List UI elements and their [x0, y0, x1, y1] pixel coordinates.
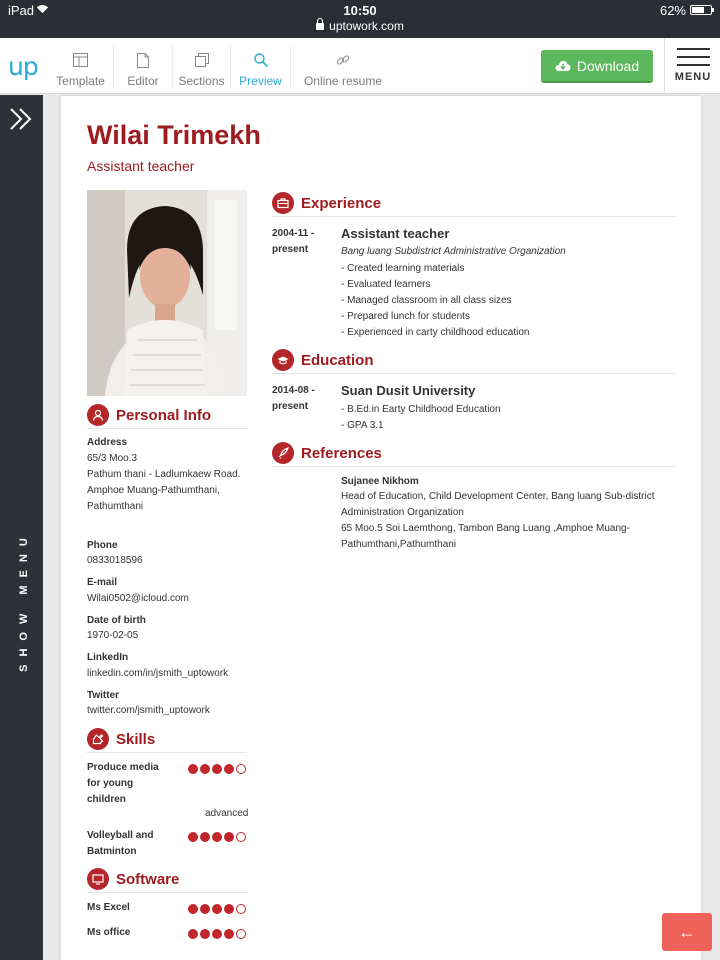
- software-rating: [188, 904, 246, 914]
- status-bar: [0, 0, 720, 38]
- reference-line: Administration Organization: [341, 507, 464, 518]
- rating-dot-empty: [236, 832, 246, 842]
- rating-dot-filled: [224, 832, 234, 842]
- profile-photo: [87, 190, 247, 396]
- magnifier-icon: [231, 50, 290, 70]
- puzzle-icon: [87, 728, 109, 750]
- menu-label: MENU: [674, 71, 712, 83]
- rating-dot-empty: [236, 904, 246, 914]
- rating-dot-filled: [200, 764, 210, 774]
- skill-rating: [188, 832, 246, 842]
- dob-value: 1970-02-05: [87, 630, 139, 641]
- skill-name: Volleyball and: [87, 830, 154, 841]
- linkedin-label: LinkedIn: [87, 652, 129, 663]
- phone-label: Phone: [87, 540, 118, 551]
- education-date: 2014-08 -: [272, 385, 315, 396]
- tab-online-resume-label: Online resume: [303, 74, 383, 88]
- download-button[interactable]: [541, 50, 653, 83]
- reference-line: Head of Education, Child Development Center, Bang luang Sub-district: [341, 491, 655, 502]
- email-value: Wilai0502@icloud.com: [87, 593, 189, 604]
- rating-dot-filled: [224, 929, 234, 939]
- briefcase-icon: [272, 192, 294, 214]
- software-name: Ms office: [87, 927, 131, 938]
- resume-job-title: Assistant teacher: [87, 158, 195, 174]
- device-name: iPad: [8, 3, 35, 18]
- rating-dot-filled: [188, 832, 198, 842]
- experience-bullet: - Experienced in carty childhood education: [341, 327, 530, 338]
- rating-dot-filled: [200, 832, 210, 842]
- experience-title: Experience: [301, 194, 382, 212]
- rating-dot-filled: [212, 764, 222, 774]
- link-icon: [295, 50, 391, 70]
- tab-sections-label: Sections: [178, 74, 225, 88]
- download-label: Download: [576, 57, 640, 74]
- back-arrow-button[interactable]: [662, 913, 712, 951]
- software-name: Ms Excel: [87, 902, 130, 913]
- twitter-label: Twitter: [87, 690, 120, 701]
- template-icon: [48, 50, 113, 70]
- tab-sections[interactable]: [173, 46, 231, 88]
- skill-name: for young: [87, 778, 134, 789]
- reference-line: 65 Moo.5 Soi Laemthong, Tambon Bang Luang ,Amphoe Muang-: [341, 523, 630, 534]
- rating-dot-filled: [224, 764, 234, 774]
- experience-bullet: - Evaluated learners: [341, 279, 431, 290]
- tab-preview-label: Preview: [239, 74, 282, 88]
- address-line: Pathumthani: [87, 501, 144, 512]
- editor-toolbar: [0, 38, 720, 94]
- personal-info-heading: [87, 402, 247, 429]
- skill-name: children: [87, 794, 126, 805]
- education-bullet: - GPA 3.1: [341, 420, 384, 431]
- software-rating: [188, 929, 246, 939]
- rating-dot-filled: [212, 904, 222, 914]
- tab-template[interactable]: [48, 46, 114, 88]
- address-line: Pathum thani - Ladlumkaew Road.: [87, 469, 241, 480]
- email-label: E-mail: [87, 577, 118, 588]
- education-title: Education: [301, 351, 374, 369]
- tab-template-label: Template: [56, 74, 105, 88]
- address-label: Address: [87, 437, 128, 448]
- references-title: References: [301, 444, 382, 462]
- rating-dot-filled: [200, 929, 210, 939]
- cloud-download-icon: [555, 60, 571, 72]
- sections-icon: [173, 50, 230, 70]
- rating-dot-empty: [236, 929, 246, 939]
- experience-bullet: - Managed classroom in all class sizes: [341, 295, 512, 306]
- experience-org: Bang luang Subdistrict Administrative Organization: [341, 246, 566, 257]
- hamburger-icon: [677, 48, 710, 72]
- experience-heading: [272, 190, 676, 217]
- skill-name: Batminton: [87, 846, 137, 857]
- battery-percent: 62%: [659, 3, 686, 18]
- skills-title: Skills: [116, 730, 156, 748]
- rating-dot-filled: [188, 904, 198, 914]
- tab-editor-label: Editor: [127, 74, 159, 88]
- experience-bullet: - Prepared lunch for students: [341, 311, 470, 322]
- software-heading: [87, 866, 247, 893]
- rating-dot-filled: [188, 764, 198, 774]
- dob-label: Date of birth: [87, 615, 146, 626]
- resume-name: Wilai Trimekh: [87, 120, 261, 150]
- reference-line: Pathumthani,Pathumthani: [341, 539, 457, 550]
- menu-button[interactable]: [664, 38, 720, 94]
- personal-info-title: Personal Info: [116, 406, 212, 424]
- phone-value: 0833018596: [87, 555, 143, 566]
- rating-dot-filled: [200, 904, 210, 914]
- education-heading: [272, 347, 676, 374]
- monitor-icon: [87, 868, 109, 890]
- double-chevron-right-icon[interactable]: [9, 107, 33, 131]
- rating-dot-filled: [224, 904, 234, 914]
- rating-dot-filled: [212, 832, 222, 842]
- resume-preview: [61, 96, 701, 960]
- experience-job-title: Assistant teacher: [341, 226, 450, 241]
- rocket-icon: [272, 442, 294, 464]
- education-date: present: [272, 401, 309, 412]
- skill-level: advanced: [205, 808, 249, 819]
- uptowork-logo[interactable]: up: [8, 52, 38, 81]
- address-line: 65/3 Moo.3: [87, 453, 138, 464]
- experience-date: present: [272, 244, 309, 255]
- rating-dot-filled: [188, 929, 198, 939]
- education-bullet: - B.Ed.in Earty Childhood Education: [341, 404, 501, 415]
- experience-bullet: - Created learning materials: [341, 263, 465, 274]
- skills-heading: [87, 726, 247, 753]
- lock-icon: [316, 23, 324, 30]
- rating-dot-empty: [236, 764, 246, 774]
- software-title: Software: [116, 870, 180, 888]
- tab-editor[interactable]: [114, 46, 173, 88]
- linkedin-value: linkedin.com/in/jsmith_uptowork: [87, 668, 229, 679]
- skill-name: Produce media: [87, 762, 159, 773]
- education-school: Suan Dusit University: [341, 383, 476, 398]
- document-icon: [114, 50, 172, 70]
- sidebar[interactable]: [0, 95, 43, 960]
- battery-icon: [690, 5, 712, 15]
- arrow-left-icon: ←: [678, 921, 696, 942]
- skill-rating: [188, 764, 246, 774]
- references-heading: [272, 440, 676, 467]
- address-line: Amphoe Muang-Pathumthani,: [87, 485, 220, 496]
- address-bar[interactable]: [0, 19, 720, 33]
- battery-fill: [692, 7, 704, 13]
- tab-online-resume[interactable]: [295, 46, 391, 88]
- tab-preview[interactable]: [231, 46, 291, 88]
- reference-name: Sujanee Nikhom: [341, 476, 419, 487]
- show-menu-label: SHOW MENU: [18, 530, 30, 672]
- graduation-cap-icon: [272, 349, 294, 371]
- twitter-value: twitter.com/jsmith_uptowork: [87, 705, 210, 716]
- clock: 10:50: [343, 3, 377, 18]
- person-icon: [87, 404, 109, 426]
- rating-dot-filled: [212, 929, 222, 939]
- url-text: uptowork.com: [329, 19, 404, 33]
- experience-date: 2004-11 -: [272, 228, 315, 239]
